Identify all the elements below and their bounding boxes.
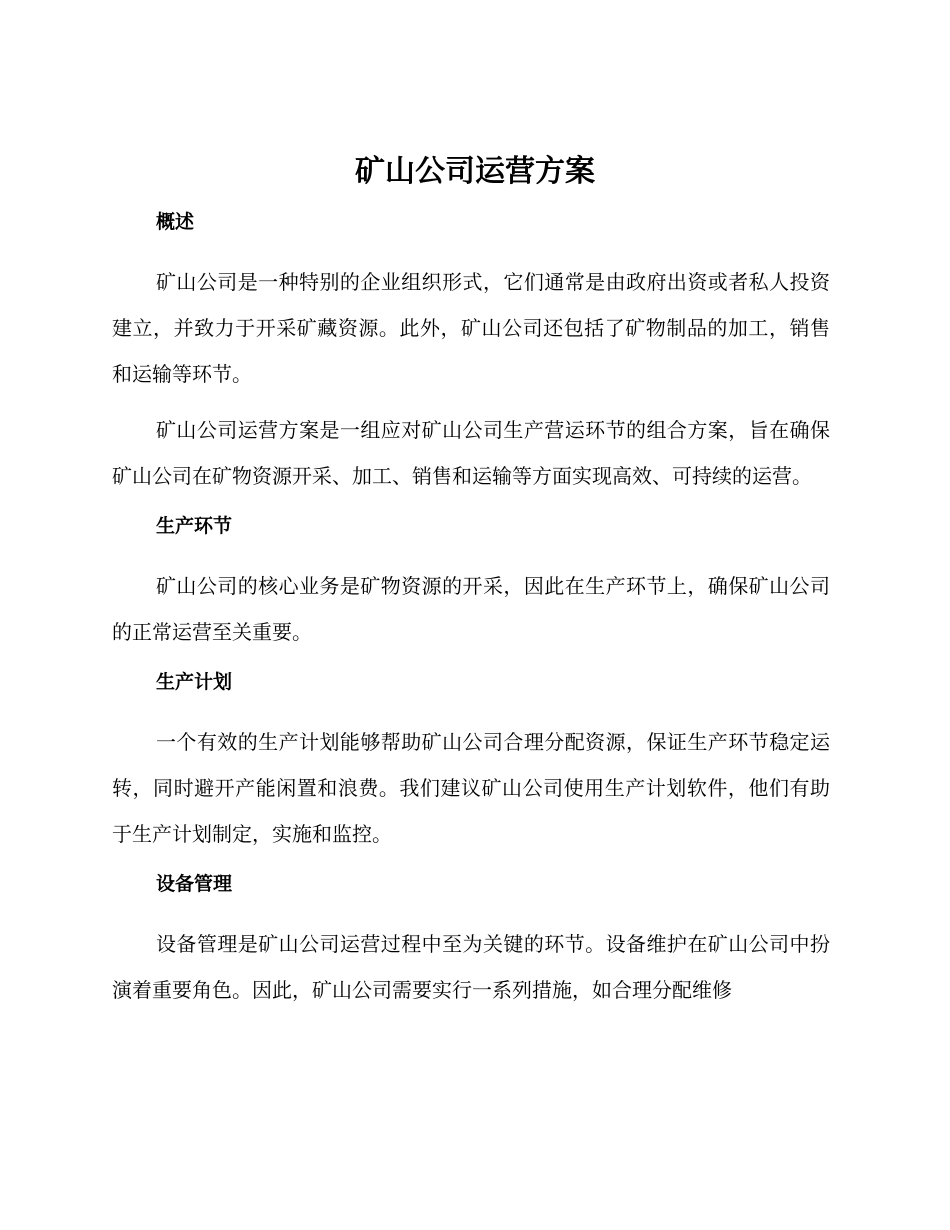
document-title: 矿山公司运营方案 <box>355 154 595 189</box>
planning-paragraph-1: 一个有效的生产计划能够帮助矿山公司合理分配资源，保证生产环节稳定运转，同时避开产能闲置和浪费。我们建议矿山公司使用生产计划软件，他们有助于生产计划制定，实施和监控。 <box>112 730 830 846</box>
section-heading-planning: 生产计划 <box>156 671 233 693</box>
section-heading-overview: 概述 <box>156 211 195 233</box>
equipment-paragraph-1: 设备管理是矿山公司运营过程中至为关键的环节。设备维护在矿山公司中扮演着重要角色。因此，矿山公司需要实行一系列措施，如合理分配维修 <box>112 932 830 1002</box>
overview-paragraph-2: 矿山公司运营方案是一组应对矿山公司生产营运环节的组合方案，旨在确保矿山公司在矿物资源开采、加工、销售和运输等方面实现高效、可持续的运营。 <box>112 418 830 488</box>
overview-paragraph-1: 矿山公司是一种特别的企业组织形式，它们通常是由政府出资或者私人投资建立，并致力于开采矿藏资源。此外，矿山公司还包括了矿物制品的加工，销售和运输等环节。 <box>112 270 830 386</box>
section-heading-equipment: 设备管理 <box>156 873 233 895</box>
document-body <box>112 203 830 1013</box>
production-paragraph-1: 矿山公司的核心业务是矿物资源的开采，因此在生产环节上，确保矿山公司的正常运营至关重要。 <box>112 574 830 644</box>
section-heading-production: 生产环节 <box>156 515 233 537</box>
